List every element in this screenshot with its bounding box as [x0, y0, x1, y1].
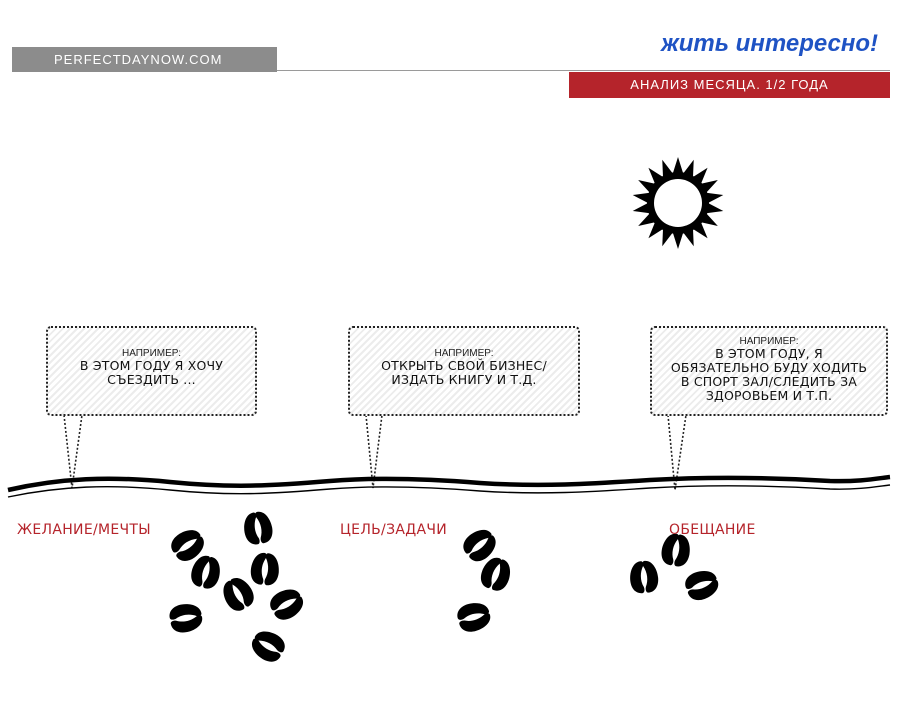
bubble-example-label: НАПРИМЕР: — [739, 336, 799, 347]
hoofprints-promise — [629, 532, 722, 604]
hoofprint-icon — [218, 573, 258, 615]
bubble-text-line: В СПОРТ ЗАЛ/СЛЕДИТЬ ЗА — [680, 374, 858, 389]
hoofprint-icon — [682, 566, 722, 603]
hoofprint-icon — [266, 584, 308, 624]
bubble-text-line: В ЭТОМ ГОДУ, Я — [715, 346, 823, 361]
label-goal: ЦЕЛЬ/ЗАДАЧИ — [340, 522, 448, 538]
bubble-text-line: ОТКРЫТЬ СВОЙ БИЗНЕС/ — [381, 358, 547, 373]
brand-title: жить интересно! — [661, 30, 878, 57]
hoofprint-icon — [629, 560, 660, 594]
bubble-goal — [348, 326, 580, 416]
hoofprint-icon — [188, 553, 223, 591]
hoofprint-icon — [247, 626, 289, 666]
section-title: АНАЛИЗ МЕСЯЦА. 1/2 ГОДА — [630, 77, 829, 92]
bubble-text-line: СЪЕЗДИТЬ ... — [107, 372, 196, 387]
sun-icon — [633, 157, 724, 249]
ground-lines — [8, 477, 890, 497]
ground-line-thin — [8, 485, 890, 497]
hoofprint-icon — [168, 601, 204, 634]
hoofprint-icon — [241, 510, 274, 546]
hoofprint-icon — [455, 599, 493, 634]
label-desire: ЖЕЛАНИЕ/МЕЧТЫ — [17, 522, 151, 538]
hoofprints-goal — [455, 524, 515, 635]
bubble-example-label: НАПРИМЕР: — [434, 348, 494, 359]
bubble-example-label: НАПРИМЕР: — [121, 348, 182, 359]
hoofprints-desire — [167, 510, 308, 666]
bubble-desire — [46, 326, 257, 416]
label-promise: ОБЕЩАНИЕ — [669, 522, 756, 538]
bubble-text-line: ЗДОРОВЬЕМ И Т.П. — [705, 388, 833, 403]
site-name: PERFECTDAYNOW.COM — [54, 52, 223, 67]
pointer-desire — [64, 415, 82, 488]
bubble-text-line: ИЗДАТЬ КНИГУ И Т.Д. — [391, 372, 537, 387]
bubble-text-line: В ЭТОМ ГОДУ Я ХОЧУ — [79, 358, 224, 373]
hoofprint-icon — [250, 552, 281, 586]
hoofprint-icon — [477, 554, 514, 594]
bubble-promise — [650, 326, 888, 416]
bubble-text-line: ОБЯЗАТЕЛЬНО БУДУ ХОДИТЬ — [670, 360, 868, 375]
